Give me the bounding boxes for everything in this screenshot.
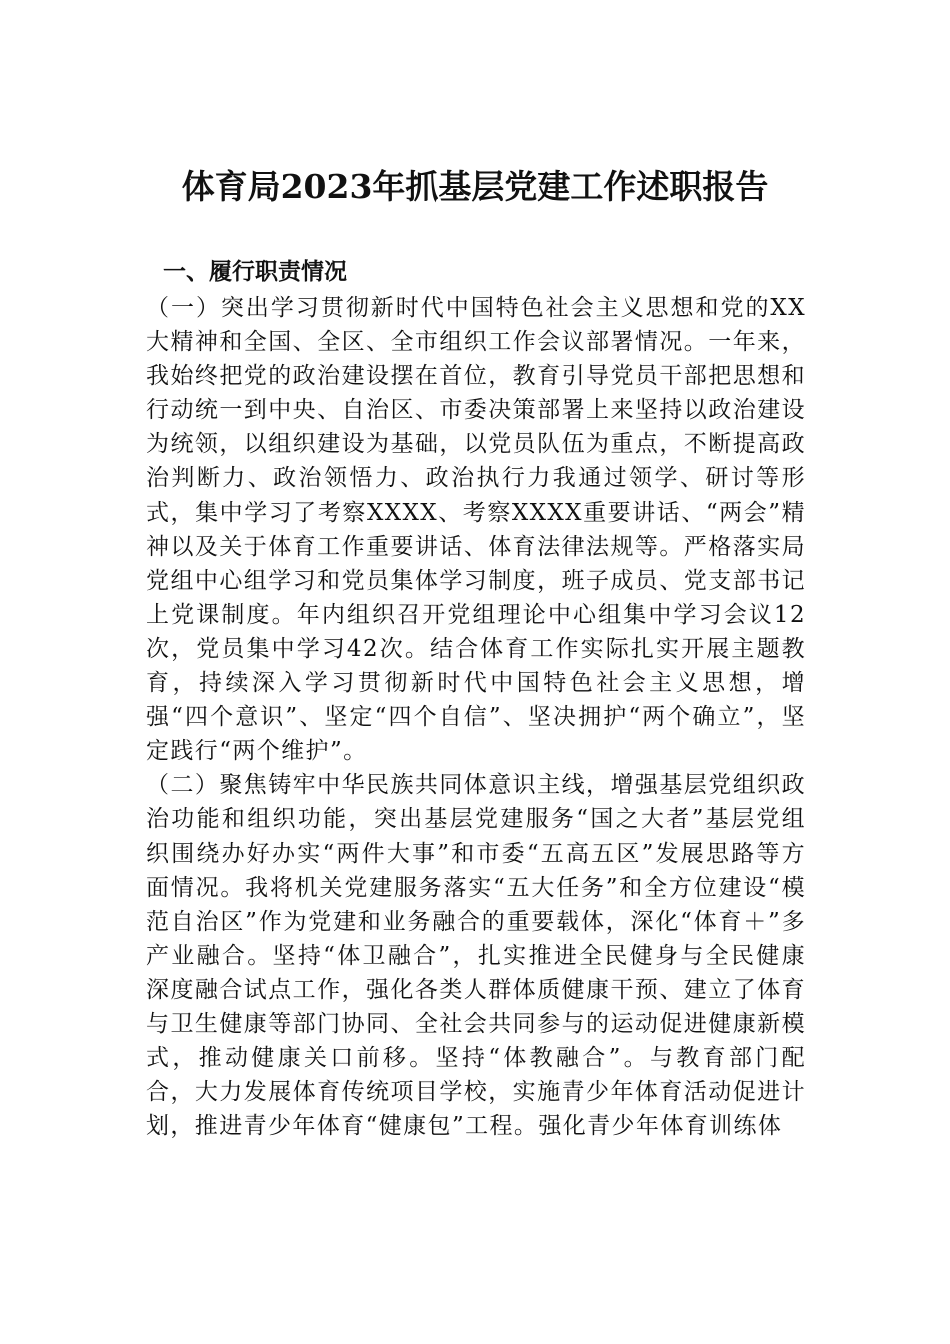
section-heading-duties: 一、履行职责情况 [163, 259, 347, 285]
paragraph-study-implementation: （一）突出学习贯彻新时代中国特色社会主义思想和党的XX大精神和全国、全区、全市组织工作会议部署情况。一年来，我始终把党的政治建设摆在首位，教育引导党员干部把思想和行动统一到中央、自治区、市委决策部署上来坚持以政治建设为统领，以组织建设为基础，以党员队伍为重点，不断提高政治判断力、政治领悟力、政治执行力我通过领学、研讨等形式，集中学习了考察XXXX、考察XXXX重要讲话、“两会”精神以及关于体育工作重要讲话、体育法律法规等。严格落实局党组中心组学习和党员集体学习制度，班子成员、党支部书记上党课制度。年内组织召开党组理论中心组集中学习会议12次，党员集中学习42次。结合体育工作实际扎实开展主题教育，持续深入学习贯彻新时代中国特色社会主义思想，增强“四个意识”、坚定“四个自信”、坚决拥护“两个确立”，坚定践行“两个维护”。 [146, 295, 806, 765]
document-body [146, 291, 806, 1143]
document-title: 体育局2023年抓基层党建工作述职报告 [181, 167, 769, 206]
paragraph-grassroots-party-building: （二）聚焦铸牢中华民族共同体意识主线，增强基层党组织政治功能和组织功能，突出基层党建服务“国之大者”基层党组织围绕办好办实“两件大事”和市委“五高五区”发展思路等方面情况。我将机关党建服务落实“五大任务”和全方位建设“模范自治区”作为党建和业务融合的重要载体，深化“体育＋”多产业融合。坚持“体卫融合”，扎实推进全民健身与全民健康深度融合试点工作，强化各类人群体质健康干预、建立了体育与卫生健康等部门协同、全社会共同参与的运动促进健康新模式，推动健康关口前移。坚持“体教融合”。与教育部门配合，大力发展体育传统项目学校，实施青少年体育活动促进计划，推进青少年体育“健康包”工程。强化青少年体育训练体 [146, 772, 806, 1140]
